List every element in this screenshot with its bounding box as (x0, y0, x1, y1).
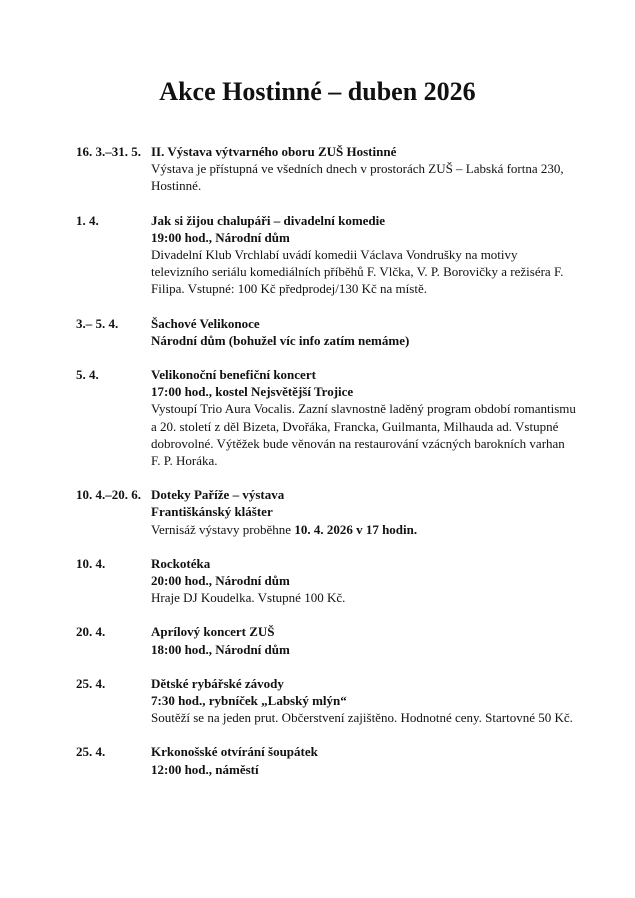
event-time-place: 18:00 hod., Národní dům (151, 641, 290, 657)
event-time-place: Františkánský klášter (151, 504, 273, 520)
event-content (151, 675, 576, 727)
event-item (76, 486, 576, 538)
event-description: Soutěží se na jeden prut. Občerstvení zajištěno. Hodnotné ceny. Startovné 50 Kč. (151, 710, 573, 726)
event-name: Aprílový koncert ZUŠ (151, 624, 275, 640)
event-date: 16. 3.–31. 5. (76, 144, 141, 159)
event-name: Krkonošské otvírání šoupátek (151, 744, 318, 760)
event-name: II. Výstava výtvarného oboru ZUŠ Hostinné (151, 144, 397, 159)
event-time-place: 20:00 hod., Národní dům (151, 573, 290, 589)
event-content (151, 366, 576, 469)
event-description: Hraje DJ Koudelka. Vstupné 100 Kč. (151, 590, 346, 606)
event-name: Jak si žijou chalupáři – divadelní komedie (151, 212, 386, 228)
event-list (76, 143, 576, 795)
event-content (151, 143, 576, 195)
event-name: Doteky Paříže – výstava (151, 487, 285, 503)
event-name: Šachové Velikonoce (151, 315, 260, 331)
event-time-place: 19:00 hod., Národní dům (151, 229, 290, 245)
event-item (76, 623, 576, 657)
event-date: 10. 4. (76, 555, 106, 571)
event-item (76, 315, 576, 349)
event-date: 3.– 5. 4. (76, 315, 119, 331)
event-date: 5. 4. (76, 367, 99, 383)
event-content (151, 212, 576, 298)
event-date: 20. 4. (76, 624, 106, 640)
event-date: 25. 4. (76, 744, 106, 760)
page-title: Akce Hostinné – duben 2026 (159, 77, 476, 106)
event-item (76, 366, 576, 469)
event-name: Rockotéka (151, 555, 211, 571)
event-description (151, 521, 576, 538)
event-time-place: 7:30 hod., rybníček „Labský mlýn“ (151, 693, 347, 709)
event-item (76, 743, 576, 777)
event-content (151, 555, 576, 607)
event-item (76, 143, 576, 195)
event-content (151, 315, 576, 349)
event-description: Vystoupí Trio Aura Vocalis. Zazní slavnostně laděný program období romantismu a 20. století z děl Bizeta, Dvořáka, Francka, Guilmanta, Milhauda ad. Vstupné dobrovolné. Výtěžek bude věnován na restaurování vzácných barokních varhan F. P. Horáka. (151, 401, 576, 469)
event-item (76, 675, 576, 727)
event-time-place: 12:00 hod., náměstí (151, 761, 259, 777)
event-time-place: 17:00 hod., kostel Nejsvětější Trojice (151, 384, 354, 400)
event-name: Velikonoční benefiční koncert (151, 367, 316, 383)
event-item (76, 555, 576, 607)
event-content (151, 623, 576, 657)
event-description: Výstava je přístupná ve všedních dnech v prostorách ZUŠ – Labská fortna 230, Hostinné. (151, 161, 564, 194)
event-name: Dětské rybářské závody (151, 675, 284, 691)
event-date: 1. 4. (76, 212, 99, 228)
event-description: Divadelní Klub Vrchlabí uvádí komedii Václava Vondrušky na motivy televizního seriálu komediálních příběhů F. Vlčka, V. P. Borovičky a režiséra F. Filipa. Vstupné: 100 Kč předprodej/130 Kč na místě. (151, 247, 564, 297)
event-content (151, 486, 576, 538)
event-time-place: Národní dům (bohužel víc info zatím nemáme) (151, 332, 410, 348)
event-content (151, 743, 576, 777)
event-vernissage-date: 10. 4. 2026 v 17 hodin. (294, 521, 418, 537)
event-item (76, 212, 576, 298)
event-date: 25. 4. (76, 675, 106, 691)
event-description-text: Vernisáž výstavy proběhne (151, 521, 295, 537)
event-date: 10. 4.–20. 6. (76, 487, 141, 503)
